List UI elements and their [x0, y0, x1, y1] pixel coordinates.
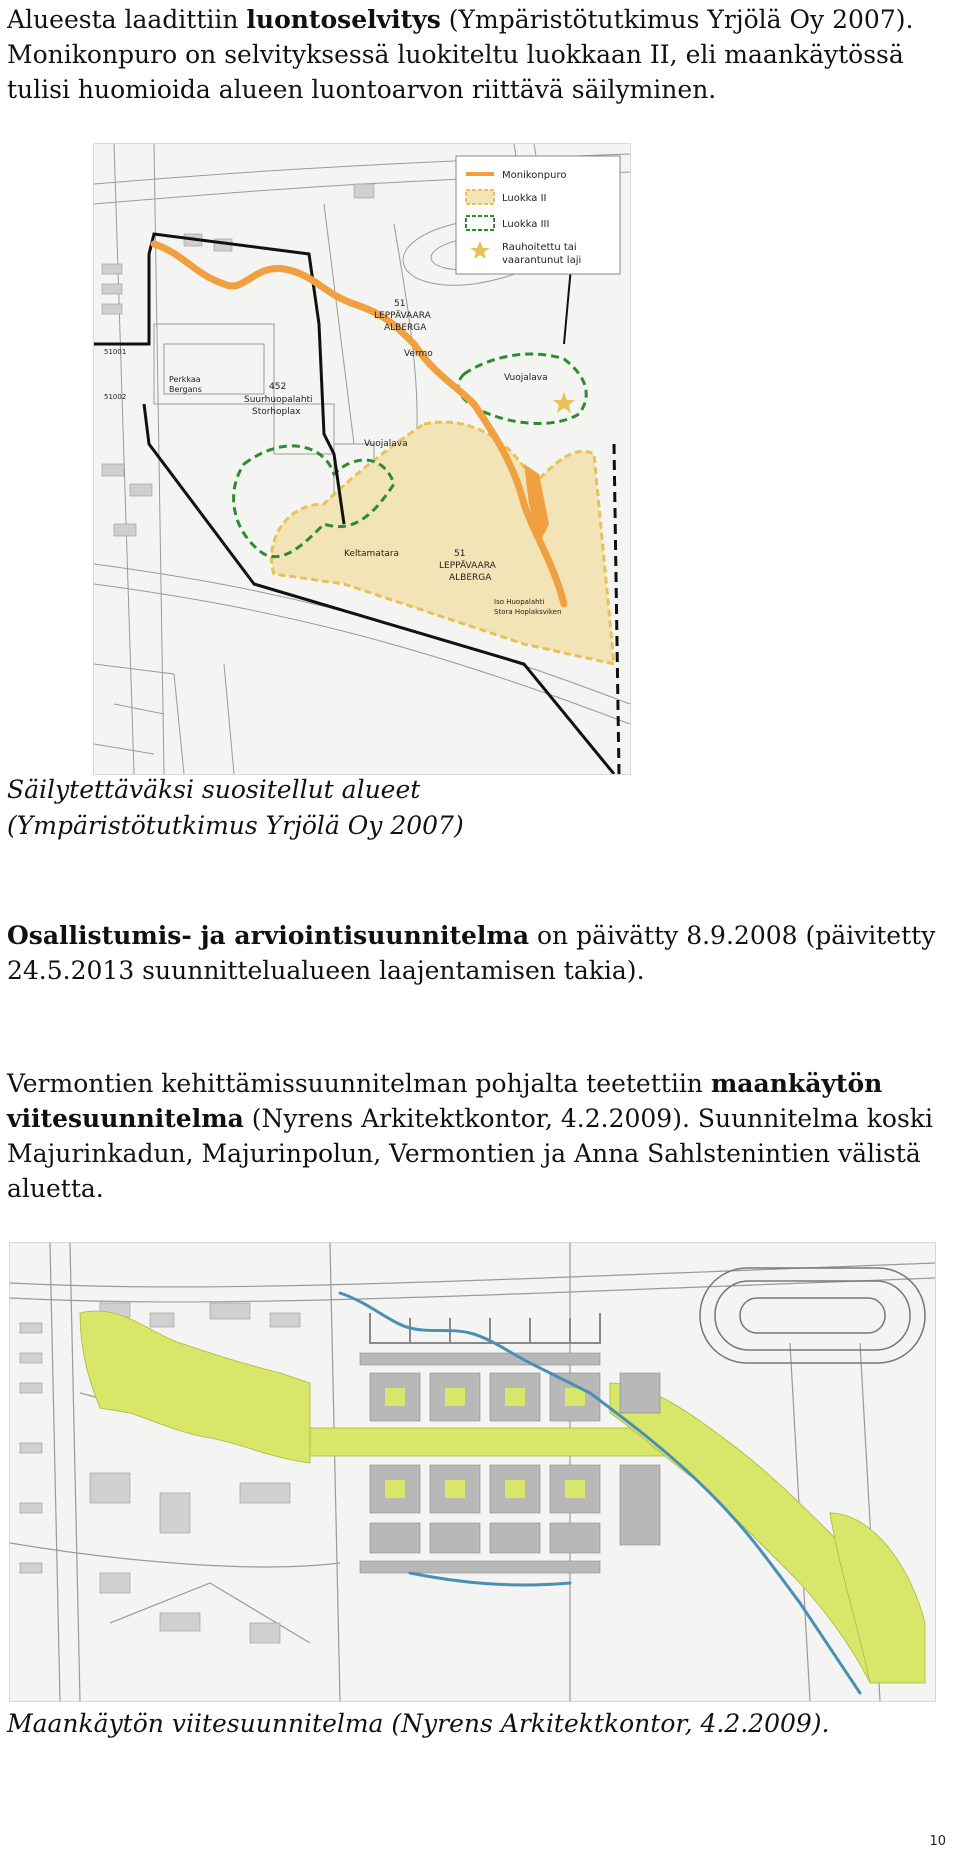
map-label: Vuojalava	[504, 373, 548, 383]
reference-plan-paragraph	[7, 1066, 947, 1206]
map-label: Stora Hoplaksviken	[494, 608, 562, 616]
map-label: ALBERGA	[449, 573, 492, 583]
map-label: 51002	[104, 393, 127, 401]
map-legend	[456, 156, 620, 274]
legend-class-3: Luokka III	[502, 219, 550, 230]
legend-monikonpuro: Monikonpuro	[502, 170, 567, 181]
land-use-plan-map	[9, 1242, 936, 1702]
map1-caption-line2: (Ympäristötutkimus Yrjölä Oy 2007)	[7, 811, 464, 840]
map2-caption: Maankäytön viitesuunnitelma (Nyrens Arkitektkontor, 4.2.2009).	[7, 1709, 830, 1738]
map-label: Iso Huopalahti	[494, 598, 545, 606]
map-label: Vuojalava	[364, 439, 408, 449]
map-label: LEPPÄVAARA	[374, 311, 431, 321]
intro-text-rest: (Ympäristötutkimus Yrjölä Oy 2007). Monikonpuro on selvityksessä luokiteltu luokkaan II, eli maankäytössä tulisi huomioida alueen luontoarvon riittävä säilyminen.	[7, 5, 914, 104]
map-label: Bergans	[169, 385, 202, 394]
map-label: Perkkaa	[169, 375, 201, 384]
map-label: 51	[454, 549, 466, 559]
participation-text: on päivätty 8.9.2008 (päivitetty 24.5.2013 suunnittelualueen laajentamisen takia).	[7, 921, 936, 985]
map-label: 452	[269, 382, 287, 392]
legend-class-2: Luokka II	[502, 193, 547, 204]
nature-survey-map-drawing	[94, 144, 630, 774]
map1-caption-line1: Säilytettäväksi suositellut alueet	[7, 775, 421, 804]
reference-plan-bold-term: maankäytön viitesuunnitelma	[7, 1069, 883, 1133]
map-label: LEPPÄVAARA	[439, 561, 496, 571]
map-label: Keltamatara	[344, 549, 400, 559]
reference-plan-text: Vermontien kehittämissuunnitelman pohjalta teetettiin	[7, 1069, 711, 1098]
intro-paragraph	[7, 2, 947, 107]
map-label: Vermo	[404, 349, 433, 359]
reference-plan-text-rest: (Nyrens Arkitektkontor, 4.2.2009). Suunnitelma koski Majurinkadun, Majurinpolun, Vermontien ja Anna Sahlstenintien välistä aluetta.	[7, 1104, 933, 1203]
land-use-plan-drawing	[10, 1243, 935, 1701]
map1-caption	[7, 772, 464, 844]
intro-text: Alueesta laadittiin	[7, 5, 247, 34]
intro-bold-term: luontoselvitys	[246, 5, 441, 34]
map-label: Suurhuopalahti	[244, 395, 313, 405]
map-label: 51001	[104, 348, 127, 356]
page-number: 10	[929, 1834, 946, 1849]
legend-protected-line1: Rauhoitettu tai	[502, 242, 577, 253]
participation-paragraph	[7, 918, 947, 988]
nature-survey-map	[93, 143, 631, 775]
map-label: 51	[394, 299, 406, 309]
legend-protected-line2: vaarantunut laji	[502, 255, 582, 266]
participation-bold-term: Osallistumis- ja arviointisuunnitelma	[7, 921, 530, 950]
map-label: ALBERGA	[384, 323, 427, 333]
map-label: Storhoplax	[252, 407, 301, 417]
